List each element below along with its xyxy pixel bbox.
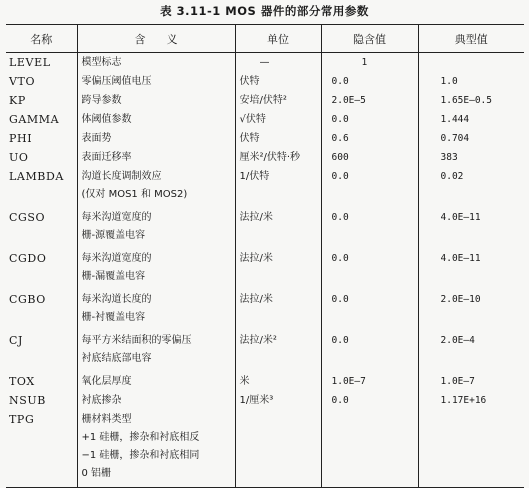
meaning-line: (仅对 MOS1 和 MOS2) (81, 189, 188, 200)
param-name: LAMBDA (9, 170, 64, 183)
param-typical: 1.17E+16 (418, 391, 524, 410)
param-typical: 1.65E—0.5 (418, 91, 524, 110)
meaning-line: 表面势 (81, 133, 112, 144)
header-row (6, 25, 524, 53)
param-unit: 法拉/米 (235, 249, 321, 290)
param-name: CJ (9, 334, 24, 347)
param-name: LEVEL (9, 56, 51, 69)
param-typical: 383 (418, 148, 524, 167)
meaning-line: 衬底结底部电容 (81, 353, 152, 364)
param-typical: 0.02 (418, 167, 524, 208)
param-typical (418, 53, 524, 73)
meaning-line: 每平方米结面积的零偏压 (81, 335, 192, 346)
table-row (6, 290, 524, 331)
param-meaning (77, 410, 235, 488)
meaning-line: 栅-漏覆盖电容 (81, 271, 146, 282)
param-meaning (77, 148, 235, 167)
param-meaning (77, 290, 235, 331)
param-name: VTO (9, 75, 36, 88)
meaning-line: +1 硅栅，掺杂和衬底相反 (81, 432, 200, 443)
param-default: 0.6 (321, 129, 418, 148)
param-typical: 2.0E—4 (418, 331, 524, 372)
table-row (6, 208, 524, 249)
table-row (6, 129, 524, 148)
param-default: 600 (321, 148, 418, 167)
param-meaning (77, 167, 235, 208)
param-default: 1.0E—7 (321, 372, 418, 391)
param-unit: 安培/伏特² (235, 91, 321, 110)
table-row (6, 72, 524, 91)
param-default: 0.0 (321, 331, 418, 372)
param-unit: 米 (235, 372, 321, 391)
param-default: 0.0 (321, 391, 418, 410)
param-unit (235, 410, 321, 488)
param-typical: 1.0 (418, 72, 524, 91)
param-default: 0.0 (321, 249, 418, 290)
meaning-line: 每米沟道宽度的 (81, 212, 152, 223)
param-default: 0.0 (321, 208, 418, 249)
param-meaning (77, 249, 235, 290)
param-name: GAMMA (9, 113, 60, 126)
param-name: CGSO (9, 211, 46, 224)
param-typical (418, 410, 524, 488)
param-name: UO (9, 151, 29, 164)
header-default: 隐含值 (321, 25, 418, 53)
param-unit: — (235, 53, 321, 73)
meaning-line: 模型标志 (81, 57, 122, 68)
param-meaning (77, 91, 235, 110)
header-name: 名称 (6, 25, 77, 53)
param-meaning (77, 72, 235, 91)
meaning-line: −1 硅栅，掺杂和衬底相同 (81, 450, 200, 461)
param-meaning (77, 53, 235, 73)
param-name: CGDO (9, 252, 47, 265)
header-meaning: 含 义 (77, 25, 235, 53)
table-row (6, 410, 524, 488)
meaning-line: 体阈值参数 (81, 114, 132, 125)
table-row (6, 167, 524, 208)
param-meaning (77, 331, 235, 372)
param-typical: 4.0E—11 (418, 208, 524, 249)
param-default: 2.0E—5 (321, 91, 418, 110)
table-row (6, 53, 524, 73)
param-meaning (77, 208, 235, 249)
param-unit: √伏特 (235, 110, 321, 129)
param-default: 0.0 (321, 167, 418, 208)
meaning-line: 每米沟道长度的 (81, 294, 152, 305)
meaning-line: 0 铝栅 (81, 468, 112, 479)
param-typical: 2.0E—10 (418, 290, 524, 331)
param-name: TPG (9, 413, 35, 426)
param-name: CGBO (9, 293, 46, 306)
param-unit: 1/厘米³ (235, 391, 321, 410)
param-default: 0.0 (321, 110, 418, 129)
table-row (6, 331, 524, 372)
param-meaning (77, 129, 235, 148)
parameter-table (6, 24, 524, 488)
meaning-line: 栅-源覆盖电容 (81, 230, 146, 241)
param-unit: 法拉/米 (235, 208, 321, 249)
param-meaning (77, 391, 235, 410)
meaning-line: 氧化层厚度 (81, 376, 132, 387)
table-title: 表 3.11-1 MOS 器件的部分常用参数 (160, 4, 369, 18)
param-typical: 4.0E—11 (418, 249, 524, 290)
header-unit: 单位 (235, 25, 321, 53)
meaning-line: 零偏压阈值电压 (81, 76, 152, 87)
param-default: 0.0 (321, 72, 418, 91)
param-unit: 法拉/米 (235, 290, 321, 331)
param-name: PHI (9, 132, 33, 145)
param-typical: 1.444 (418, 110, 524, 129)
header-typical: 典型值 (418, 25, 524, 53)
param-typical: 0.704 (418, 129, 524, 148)
param-default (321, 410, 418, 488)
param-unit: 伏特 (235, 72, 321, 91)
param-typical: 1.0E—7 (418, 372, 524, 391)
param-unit: 1/伏特 (235, 167, 321, 208)
table-body (6, 53, 524, 488)
table-row (6, 372, 524, 391)
param-unit: 伏特 (235, 129, 321, 148)
table-row (6, 148, 524, 167)
meaning-line: 衬底掺杂 (81, 395, 122, 406)
param-meaning (77, 372, 235, 391)
param-default: 0.0 (321, 290, 418, 331)
table-row (6, 249, 524, 290)
param-default: 1 (321, 53, 418, 73)
meaning-line: 表面迁移率 (81, 152, 132, 163)
param-unit: 法拉/米² (235, 331, 321, 372)
table-row (6, 110, 524, 129)
meaning-line: 栅-衬覆盖电容 (81, 312, 146, 323)
param-name: TOX (9, 375, 35, 388)
param-name: NSUB (9, 394, 46, 407)
meaning-line: 沟道长度调制效应 (81, 171, 162, 182)
table-row (6, 91, 524, 110)
meaning-line: 每米沟道宽度的 (81, 253, 152, 264)
param-unit: 厘米²/伏特·秒 (235, 148, 321, 167)
meaning-line: 跨导参数 (81, 95, 122, 106)
param-name: KP (9, 94, 26, 107)
meaning-line: 栅材料类型 (81, 414, 132, 425)
table-row (6, 391, 524, 410)
param-meaning (77, 110, 235, 129)
